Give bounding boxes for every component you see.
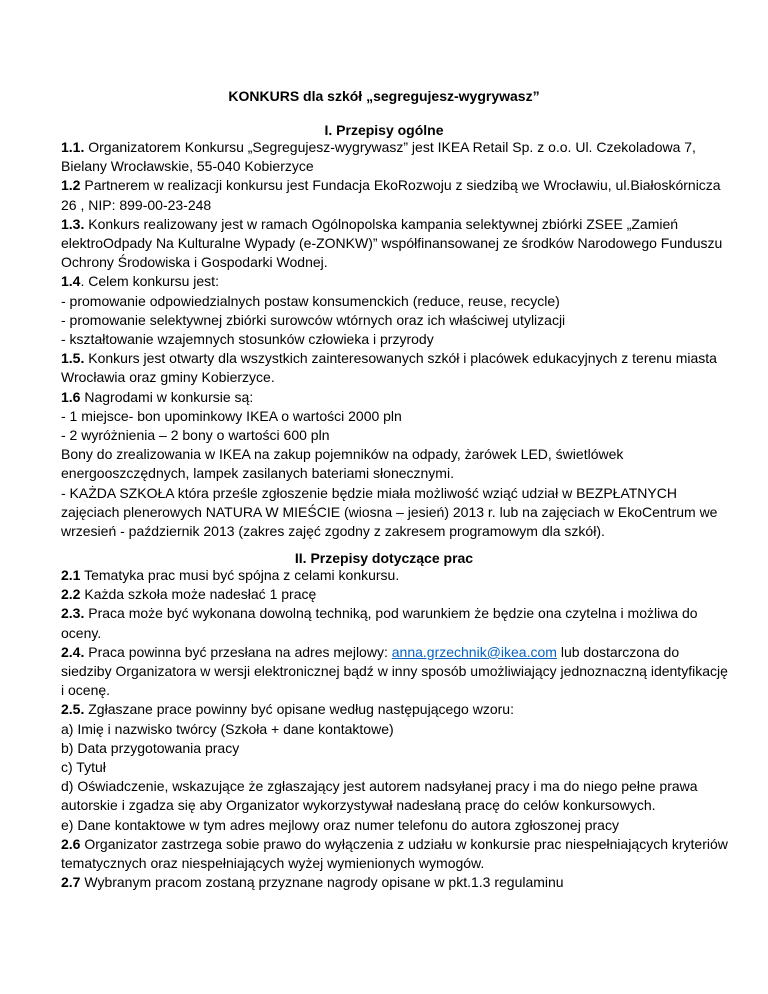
paragraph-1-6 — [61, 388, 729, 407]
paragraph-1-5 — [61, 349, 729, 387]
list-item: d) Oświadczenie, wskazujące że zgłaszający jest autorem nadsyłanej pracy i ma do niego pełne prawa autorskie i zgadza się aby Organizator wykorzystywał nadesłaną pracę do celów konkursowych. — [61, 778, 698, 814]
paragraph-1-1 — [61, 138, 729, 176]
paragraph-text: Konkurs realizowany jest w ramach Ogólnopolska kampania selektywnej zbiórki ZSEE „Zamień elektroOdpady Na Kulturalne Wypady (e-ZONKW)” współfinansowanej ze środków Narodowego Funduszu Ochrony Środowiska i Gospodarki Wodnej. — [61, 215, 723, 271]
paragraph-number: 1.6 — [61, 388, 81, 405]
paragraph-text: Konkurs jest otwarty dla wszystkich zainteresowanych szkół i placówek edukacyjnych z terenu miasta Wrocławia oraz gminy Kobierzyce. — [61, 350, 717, 386]
list-item: - KAŻDA SZKOŁA która prześle zgłoszenie będzie miała możliwość wziąć udział w BEZPŁATNYCH zajęciach plenerowych NATURA W MIEŚCIE (wiosna – jesień) 2013 r. lub na zajęciach w EkoCentrum we wrzesień - październik 2013 (zakres zajęć zgodny z zakresem programowym dla szkół). — [61, 484, 718, 540]
paragraph-2-3 — [61, 604, 729, 642]
list-item: c) Tytuł — [61, 759, 106, 776]
paragraph-number: 1.3. — [61, 215, 85, 232]
list-item: Bony do zrealizowania w IKEA na zakup pojemników na odpady, żarówek LED, świetlówek energooszczędnych, lampek zasilanych bateriami słonecznymi. — [61, 446, 624, 482]
section-works-body — [61, 566, 729, 892]
email-link[interactable]: anna.grzechnik@ikea.com — [391, 643, 557, 660]
paragraph-text: Zgłaszane prace powinny być opisane według następującego wzoru: — [84, 701, 514, 718]
paragraph-2-4 — [61, 643, 729, 701]
list-item: - kształtowanie wzajemnych stosunków człowieka i przyrody — [61, 331, 434, 348]
paragraph-number: 1.4 — [61, 273, 81, 290]
paragraph-text: Każda szkoła może nadesłać 1 pracę — [80, 586, 317, 603]
paragraph-1-3 — [61, 215, 729, 273]
list-item: e) Dane kontaktowe w tym adres mejlowy oraz numer telefonu do autora zgłoszonej pracy — [61, 816, 619, 833]
paragraph-number: 2.1 — [61, 567, 81, 583]
paragraph-2-6 — [61, 835, 729, 873]
paragraph-text: Praca może być wykonana dowolną techniką, pod warunkiem że będzie ona czytelna i możliwa do oceny. — [61, 605, 698, 641]
list-item: - 2 wyróżnienia – 2 bony o wartości 600 pln — [61, 427, 330, 444]
paragraph-number: 1.5. — [61, 350, 85, 367]
paragraph-text: Nagrodami w konkursie są: — [80, 388, 254, 405]
list-item: a) Imię i nazwisko twórcy (Szkoła + dane kontaktowe) — [61, 720, 394, 737]
paragraph-text: Praca powinna być przesłana na adres mejlowy: — [84, 643, 392, 660]
paragraph-1-4 — [61, 272, 729, 291]
paragraph-number: 2.4. — [61, 643, 85, 660]
list-item: b) Data przygotowania pracy — [61, 739, 240, 756]
paragraph-number: 1.1. — [61, 139, 85, 155]
paragraph-number: 2.2 — [61, 586, 81, 603]
paragraph-number: 2.6 — [61, 835, 81, 852]
section-general-body — [61, 138, 729, 541]
paragraph-number: 2.3. — [61, 605, 85, 622]
section-heading-works: II. Przepisy dotyczące prac — [294, 550, 474, 566]
paragraph-text: . Celem konkursu jest: — [80, 273, 219, 290]
paragraph-2-5 — [61, 700, 729, 719]
paragraph-text: Wybranym pracom zostaną przyznane nagrody opisane w pkt.1.3 regulaminu — [80, 874, 564, 891]
paragraph-text: Partnerem w realizacji konkursu jest Fundacja EkoRozwoju z siedzibą we Wrocławiu, ul.Białoskórnicza 26 , NIP: 899-00-23-248 — [61, 177, 721, 213]
paragraph-number: 1.2 — [61, 177, 81, 194]
document-title: KONKURS dla szkół „segregujesz-wygrywasz” — [228, 88, 540, 104]
list-item: - 1 miejsce- bon upominkowy IKEA o wartości 2000 pln — [61, 407, 402, 424]
paragraph-text: Tematyka prac musi być spójna z celami konkursu. — [80, 567, 400, 583]
paragraph-2-1 — [61, 566, 729, 585]
paragraph-text: Organizatorem Konkursu „Segregujesz-wygrywasz” jest IKEA Retail Sp. z o.o. Ul. Czekoladowa 7, Bielany Wrocławskie, 55-040 Kobierzyce — [61, 139, 696, 175]
section-heading-general: I. Przepisy ogólne — [324, 122, 444, 138]
list-item: - promowanie odpowiedzialnych postaw konsumenckich (reduce, reuse, recycle) — [61, 292, 560, 309]
list-item: - promowanie selektywnej zbiórki surowców wtórnych oraz ich właściwej utylizacji — [61, 311, 566, 328]
paragraph-2-2 — [61, 585, 729, 604]
paragraph-number: 2.7 — [61, 874, 81, 891]
paragraph-1-2 — [61, 176, 729, 214]
paragraph-text: Organizator zastrzega sobie prawo do wyłączenia z udziału w konkursie prac niespełniających kryteriów tematycznych oraz niespełniających wyżej wymienionych wymogów. — [61, 835, 728, 872]
paragraph-number: 2.5. — [61, 701, 85, 718]
paragraph-text: lub dostarczona do siedziby Organizatora w wersji elektronicznej bądź w inny sposób umożliwiający jednoznaczną identyfikację i ocenę. — [61, 643, 728, 699]
paragraph-2-7 — [61, 873, 729, 892]
